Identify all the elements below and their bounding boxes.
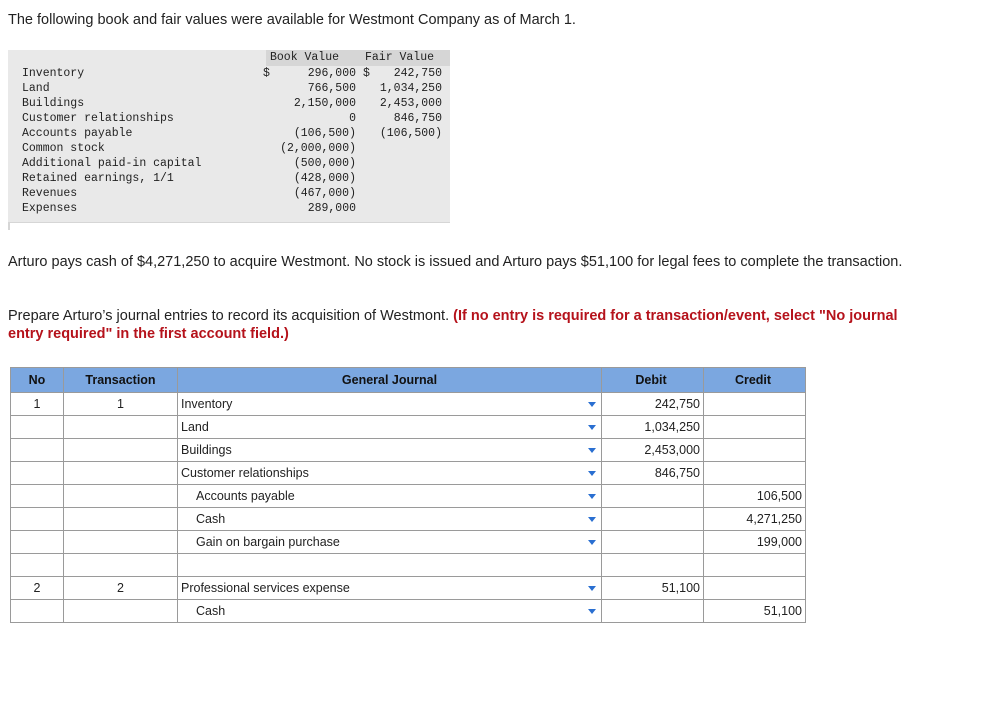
entry-number <box>11 508 64 531</box>
chevron-down-icon[interactable] <box>588 471 596 476</box>
account-label: Additional paid-in capital <box>22 157 202 170</box>
chevron-down-icon[interactable] <box>588 517 596 522</box>
fair-value: (106,500) <box>379 127 442 140</box>
instruction-paragraph <box>8 307 908 343</box>
entry-number: 1 <box>11 393 64 416</box>
chevron-down-icon[interactable] <box>588 540 596 545</box>
account-dropdown[interactable] <box>582 485 602 508</box>
account-select[interactable]: Cash <box>178 508 583 531</box>
chevron-down-icon[interactable] <box>588 402 596 407</box>
chevron-down-icon[interactable] <box>588 586 596 591</box>
credit-input[interactable]: 199,000 <box>704 531 806 554</box>
fair-value: 1,034,250 <box>379 82 442 95</box>
transaction-number: 2 <box>64 577 178 600</box>
fair-dollar: $ <box>363 67 370 80</box>
transaction-number <box>64 462 178 485</box>
credit-input[interactable]: 51,100 <box>704 600 806 623</box>
entry-number <box>11 416 64 439</box>
credit-input[interactable] <box>704 554 806 577</box>
account-select[interactable]: Accounts payable <box>178 485 583 508</box>
col-debit: Debit <box>602 368 704 393</box>
account-select[interactable]: Customer relationships <box>178 462 583 485</box>
transaction-number <box>64 600 178 623</box>
account-select[interactable]: Buildings <box>178 439 583 462</box>
account-dropdown <box>582 554 602 577</box>
account-select[interactable]: Cash <box>178 600 583 623</box>
account-dropdown[interactable] <box>582 462 602 485</box>
account-label: Accounts payable <box>22 127 133 140</box>
debit-input[interactable] <box>602 600 704 623</box>
entry-number <box>11 462 64 485</box>
book-value: (467,000) <box>293 187 356 200</box>
credit-input[interactable]: 106,500 <box>704 485 806 508</box>
account-dropdown[interactable] <box>582 393 602 416</box>
col-no: No <box>11 368 64 393</box>
account-label: Land <box>22 82 50 95</box>
account-label: Expenses <box>22 202 78 215</box>
account-label: Customer relationships <box>22 112 174 125</box>
transaction-number <box>64 531 178 554</box>
chevron-down-icon[interactable] <box>588 425 596 430</box>
transaction-number <box>64 508 178 531</box>
fair-value-header: Fair Value <box>365 51 435 64</box>
account-label: Retained earnings, 1/1 <box>22 172 174 185</box>
instruction-text: Prepare Arturo’s journal entries to record its acquisition of Westmont. <box>8 308 454 324</box>
instruction-note: (If no entry is required for a transaction/event, select "No journal entry required" in the first account field.) <box>8 308 898 342</box>
book-value: (428,000) <box>293 172 356 185</box>
chevron-down-icon[interactable] <box>588 609 596 614</box>
debit-input[interactable] <box>602 554 704 577</box>
account-dropdown[interactable] <box>582 439 602 462</box>
col-credit: Credit <box>704 368 806 393</box>
account-dropdown[interactable] <box>582 416 602 439</box>
book-value: 766,500 <box>307 82 356 95</box>
journal-row <box>11 393 806 416</box>
chevron-down-icon[interactable] <box>588 494 596 499</box>
transaction-number <box>64 485 178 508</box>
entry-number <box>11 485 64 508</box>
book-value: 2,150,000 <box>293 97 356 110</box>
account-label: Revenues <box>22 187 78 200</box>
values-row <box>8 81 450 96</box>
journal-row <box>11 554 806 577</box>
fair-value: 242,750 <box>393 67 442 80</box>
entry-number <box>11 531 64 554</box>
account-label: Inventory <box>22 67 85 80</box>
values-row <box>8 96 450 111</box>
credit-input[interactable] <box>704 393 806 416</box>
values-row <box>8 141 450 156</box>
values-row <box>8 111 450 126</box>
account-label: Buildings <box>22 97 85 110</box>
entry-number: 2 <box>11 577 64 600</box>
entry-number <box>11 554 64 577</box>
credit-input[interactable] <box>704 439 806 462</box>
journal-row <box>11 531 806 554</box>
values-row <box>8 201 450 216</box>
journal-header-row <box>11 368 806 393</box>
book-fair-values-table <box>8 50 450 230</box>
journal-row <box>11 485 806 508</box>
account-dropdown[interactable] <box>582 600 602 623</box>
account-dropdown[interactable] <box>582 508 602 531</box>
account-select[interactable] <box>178 554 583 577</box>
values-table-footer-edge <box>8 222 10 230</box>
entry-number <box>11 600 64 623</box>
values-row <box>8 66 450 81</box>
debit-input[interactable]: 1,034,250 <box>602 416 704 439</box>
debit-input[interactable] <box>602 531 704 554</box>
debit-input[interactable]: 2,453,000 <box>602 439 704 462</box>
credit-input[interactable] <box>704 462 806 485</box>
debit-input[interactable]: 51,100 <box>602 577 704 600</box>
transaction-number <box>64 416 178 439</box>
book-value: (2,000,000) <box>280 142 356 155</box>
book-value: 0 <box>349 112 356 125</box>
account-label: Common stock <box>22 142 105 155</box>
chevron-down-icon[interactable] <box>588 448 596 453</box>
intro-text: The following book and fair values were available for Westmont Company as of March 1. <box>8 12 576 28</box>
debit-input[interactable]: 846,750 <box>602 462 704 485</box>
fair-value: 846,750 <box>393 112 442 125</box>
book-value: (106,500) <box>293 127 356 140</box>
account-dropdown[interactable] <box>582 531 602 554</box>
book-dollar: $ <box>263 67 270 80</box>
book-value-header: Book Value <box>270 51 340 64</box>
values-row <box>8 126 450 141</box>
debit-input[interactable] <box>602 485 704 508</box>
journal-row <box>11 439 806 462</box>
entry-number <box>11 439 64 462</box>
values-row <box>8 156 450 171</box>
transaction-number: 1 <box>64 393 178 416</box>
credit-input[interactable] <box>704 416 806 439</box>
journal-row <box>11 416 806 439</box>
account-select[interactable]: Gain on bargain purchase <box>178 531 583 554</box>
credit-input[interactable] <box>704 577 806 600</box>
general-journal-table <box>10 367 806 623</box>
journal-row <box>11 600 806 623</box>
fair-value: 2,453,000 <box>379 97 442 110</box>
values-row <box>8 186 450 201</box>
transaction-number <box>64 439 178 462</box>
account-select[interactable]: Professional services expense <box>178 577 583 600</box>
account-select[interactable]: Land <box>178 416 583 439</box>
book-value: 296,000 <box>307 67 356 80</box>
problem-paragraph: Arturo pays cash of $4,271,250 to acquire Westmont. No stock is issued and Arturo pays $51,100 for legal fees to complete the transaction. <box>8 254 903 270</box>
debit-input[interactable] <box>602 508 704 531</box>
account-dropdown[interactable] <box>582 577 602 600</box>
values-table-footer <box>8 222 450 231</box>
col-transaction: Transaction <box>64 368 178 393</box>
transaction-number <box>64 554 178 577</box>
book-value: 289,000 <box>307 202 356 215</box>
account-select[interactable]: Inventory <box>178 393 583 416</box>
journal-row <box>11 577 806 600</box>
col-general-journal: General Journal <box>178 368 602 393</box>
values-row <box>8 171 450 186</box>
book-value: (500,000) <box>293 157 356 170</box>
credit-input[interactable]: 4,271,250 <box>704 508 806 531</box>
journal-row <box>11 462 806 485</box>
journal-row <box>11 508 806 531</box>
debit-input[interactable]: 242,750 <box>602 393 704 416</box>
